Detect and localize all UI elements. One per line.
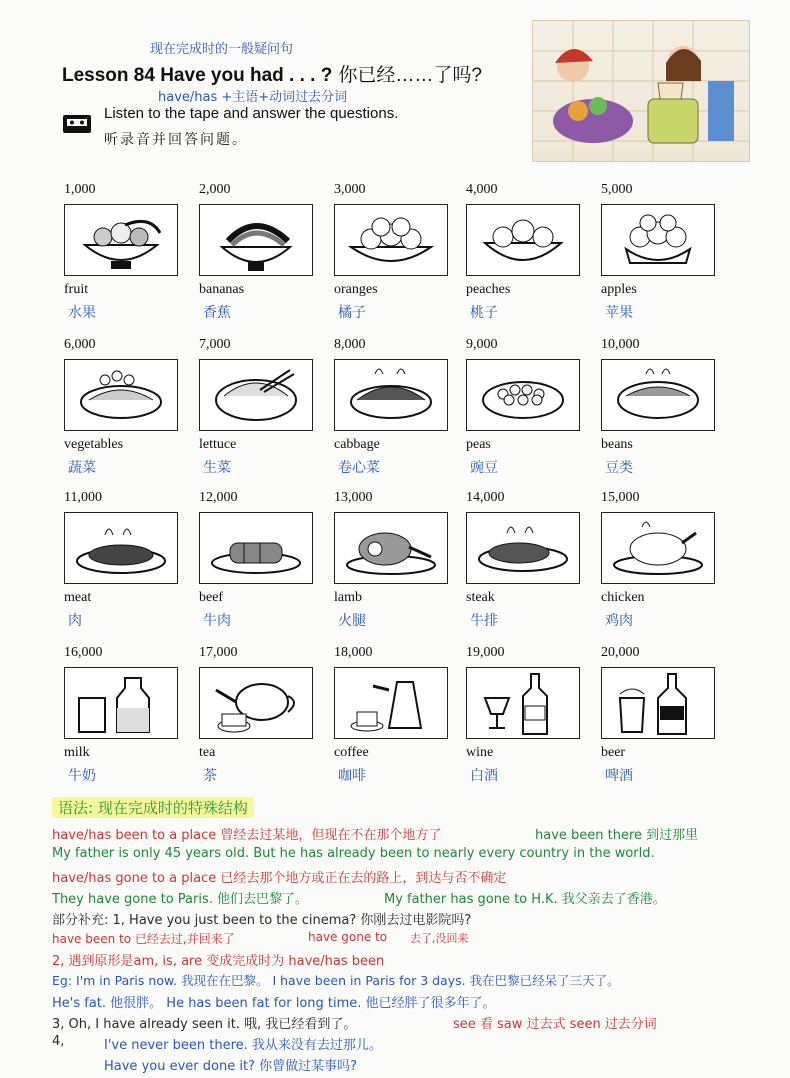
beef-icon (199, 512, 313, 584)
item-price: 16,000 (64, 645, 103, 660)
food-item-steak (466, 490, 584, 638)
item-name: bananas (199, 282, 245, 297)
grammar-line-2: My father is only 45 years old. But he has already been to nearly every country in the world. (52, 846, 655, 861)
food-item-coffee (334, 645, 452, 793)
item-price: 20,000 (601, 645, 640, 660)
illustration-girls-shopping (532, 20, 750, 162)
item-name-cn: 豆类 (605, 460, 633, 476)
grammar-title: 语法: 现在完成时的特殊结构 (52, 797, 254, 818)
grammar-line-10a: 3, Oh, I have already seen it. 哦, 我已经看到了。 (52, 1017, 357, 1032)
item-name: beef (199, 590, 224, 605)
teapot-icon (199, 667, 313, 739)
grammar-line-1a: have/has been to a place 曾经去过某地，但现在不在那个地方了 (52, 828, 442, 843)
item-price: 19,000 (466, 645, 505, 660)
annotation-top: 现在完成时的一般疑问句 (150, 42, 294, 57)
food-item-wine (466, 645, 584, 793)
item-price: 10,000 (601, 337, 640, 352)
cabbage-icon (334, 359, 448, 431)
item-name: oranges (334, 282, 378, 297)
lamb-icon (334, 512, 448, 584)
item-name-cn: 生菜 (203, 460, 231, 476)
food-item-peas (466, 337, 584, 485)
item-name-cn: 苹果 (605, 305, 633, 321)
food-item-vegetables (64, 337, 182, 485)
grammar-line-7: 2, 遇到原形是am, is, are 变成完成时为 have/has been (52, 954, 385, 969)
food-item-apples (601, 182, 719, 330)
food-item-beans (601, 337, 719, 485)
item-name: meat (64, 590, 92, 605)
food-item-beer (601, 645, 719, 793)
item-price: 5,000 (601, 182, 633, 197)
item-price: 12,000 (199, 490, 238, 505)
item-price: 11,000 (64, 490, 102, 505)
wine-bottle-icon (466, 667, 580, 739)
grammar-line-4b: My father has gone to H.K. 我父亲去了香港。 (384, 892, 666, 907)
item-price: 1,000 (64, 182, 96, 197)
item-name-cn: 啤酒 (605, 768, 633, 784)
oranges-icon (334, 204, 448, 276)
item-name: chicken (601, 590, 645, 605)
item-name: lamb (334, 590, 362, 605)
instruction-cn: 听录音并回答问题。 (104, 132, 248, 148)
food-item-peaches (466, 182, 584, 330)
apples-icon (601, 204, 715, 276)
grammar-line-9: He's fat. 他很胖。 He has been fat for long time. 他已经胖了很多年了。 (52, 996, 496, 1011)
item-price: 2,000 (199, 182, 231, 197)
food-item-meat (64, 490, 182, 638)
food-item-lamb (334, 490, 452, 638)
food-item-oranges (334, 182, 452, 330)
food-item-fruit (64, 182, 182, 330)
beans-icon (601, 359, 715, 431)
item-name-cn: 香蕉 (203, 305, 231, 321)
food-item-cabbage (334, 337, 452, 485)
item-name-cn: 火腿 (338, 613, 366, 629)
vegetables-icon (64, 359, 178, 431)
instruction-en: Listen to the tape and answer the questions. (104, 105, 399, 122)
item-price: 6,000 (64, 337, 96, 352)
item-name: tea (199, 745, 216, 760)
grammar-line-3: have/has gone to a place 已经去那个地方或正在去的路上，到达与否不确定 (52, 871, 507, 886)
grammar-line-5: 部分补充: 1, Have you just been to the cinema? 你刚去过电影院吗? (52, 913, 472, 928)
item-name: apples (601, 282, 637, 297)
annotation-structure: have/has +主语+动词过去分词 (158, 90, 348, 105)
coffee-pot-icon (334, 667, 448, 739)
peas-icon (466, 359, 580, 431)
bananas-icon (199, 204, 313, 276)
item-name: cabbage (334, 437, 380, 452)
item-price: 4,000 (466, 182, 498, 197)
item-name-cn: 鸡肉 (605, 613, 633, 629)
item-name-cn: 茶 (203, 768, 217, 784)
item-price: 13,000 (334, 490, 373, 505)
lesson-title (62, 60, 482, 87)
item-name-cn: 白酒 (470, 768, 498, 784)
item-name-cn: 牛排 (470, 613, 498, 629)
item-price: 17,000 (199, 645, 238, 660)
item-price: 7,000 (199, 337, 231, 352)
item-price: 15,000 (601, 490, 640, 505)
grammar-line-1b: have been there 到过那里 (535, 828, 699, 843)
food-item-beef (199, 490, 317, 638)
food-item-lettuce (199, 337, 317, 485)
item-name-cn: 卷心菜 (338, 460, 380, 476)
grammar-line-6b: have gone to (308, 930, 388, 944)
item-name: coffee (334, 745, 369, 760)
peaches-icon (466, 204, 580, 276)
item-name: peas (466, 437, 491, 452)
item-name-cn: 桃子 (470, 305, 498, 321)
item-name-cn: 肉 (68, 613, 82, 629)
item-name: vegetables (64, 437, 124, 452)
grammar-line-10b: see 看 saw 过去式 seen 过去分词 (453, 1017, 657, 1032)
lesson-title-en: Lesson 84 Have you had . . . ? (62, 65, 333, 86)
grammar-line-6a: have been to 已经去过,并回来了 (52, 932, 235, 946)
food-item-milk (64, 645, 182, 793)
grammar-line-12: Have you ever done it? 你曾做过某事吗? (104, 1059, 357, 1074)
item-name: fruit (64, 282, 89, 297)
lesson-title-cn: 你已经……了吗? (338, 65, 482, 86)
item-name-cn: 牛肉 (203, 613, 231, 629)
item-price: 8,000 (334, 337, 366, 352)
grammar-line-6c: 去了,没回来 (410, 932, 469, 945)
chicken-icon (601, 512, 715, 584)
grammar-line-8: Eg: I'm in Paris now. 我现在在巴黎。 I have been in Paris for 3 days. 我在巴黎已经呆了三天了。 (52, 973, 620, 988)
item-price: 9,000 (466, 337, 498, 352)
grammar-line-11a: 4, (52, 1034, 65, 1049)
item-name-cn: 蔬菜 (68, 460, 96, 476)
item-name: peaches (466, 282, 511, 297)
item-name-cn: 豌豆 (470, 460, 498, 476)
steak-icon (466, 512, 580, 584)
item-name: wine (466, 745, 494, 760)
meat-icon (64, 512, 178, 584)
milk-icon (64, 667, 178, 739)
food-item-tea (199, 645, 317, 793)
grammar-line-4a: They have gone to Paris. 他们去巴黎了。 (52, 892, 309, 907)
lettuce-icon (199, 359, 313, 431)
item-name-cn: 牛奶 (68, 768, 96, 784)
cassette-tape-icon (62, 112, 92, 136)
food-item-chicken (601, 490, 719, 638)
food-item-bananas (199, 182, 317, 330)
item-name: beer (601, 745, 626, 760)
item-name: beans (601, 437, 633, 452)
item-name: steak (466, 590, 495, 605)
item-price: 14,000 (466, 490, 505, 505)
item-price: 3,000 (334, 182, 366, 197)
item-name: lettuce (199, 437, 237, 452)
item-name-cn: 橘子 (338, 305, 366, 321)
fruit-bowl-icon (64, 204, 178, 276)
item-name-cn: 咖啡 (338, 768, 366, 784)
item-price: 18,000 (334, 645, 373, 660)
beer-bottle-icon (601, 667, 715, 739)
item-name-cn: 水果 (68, 305, 96, 321)
item-name: milk (64, 745, 90, 760)
grammar-line-11b: I've never been there. 我从来没有去过那儿。 (104, 1038, 382, 1053)
